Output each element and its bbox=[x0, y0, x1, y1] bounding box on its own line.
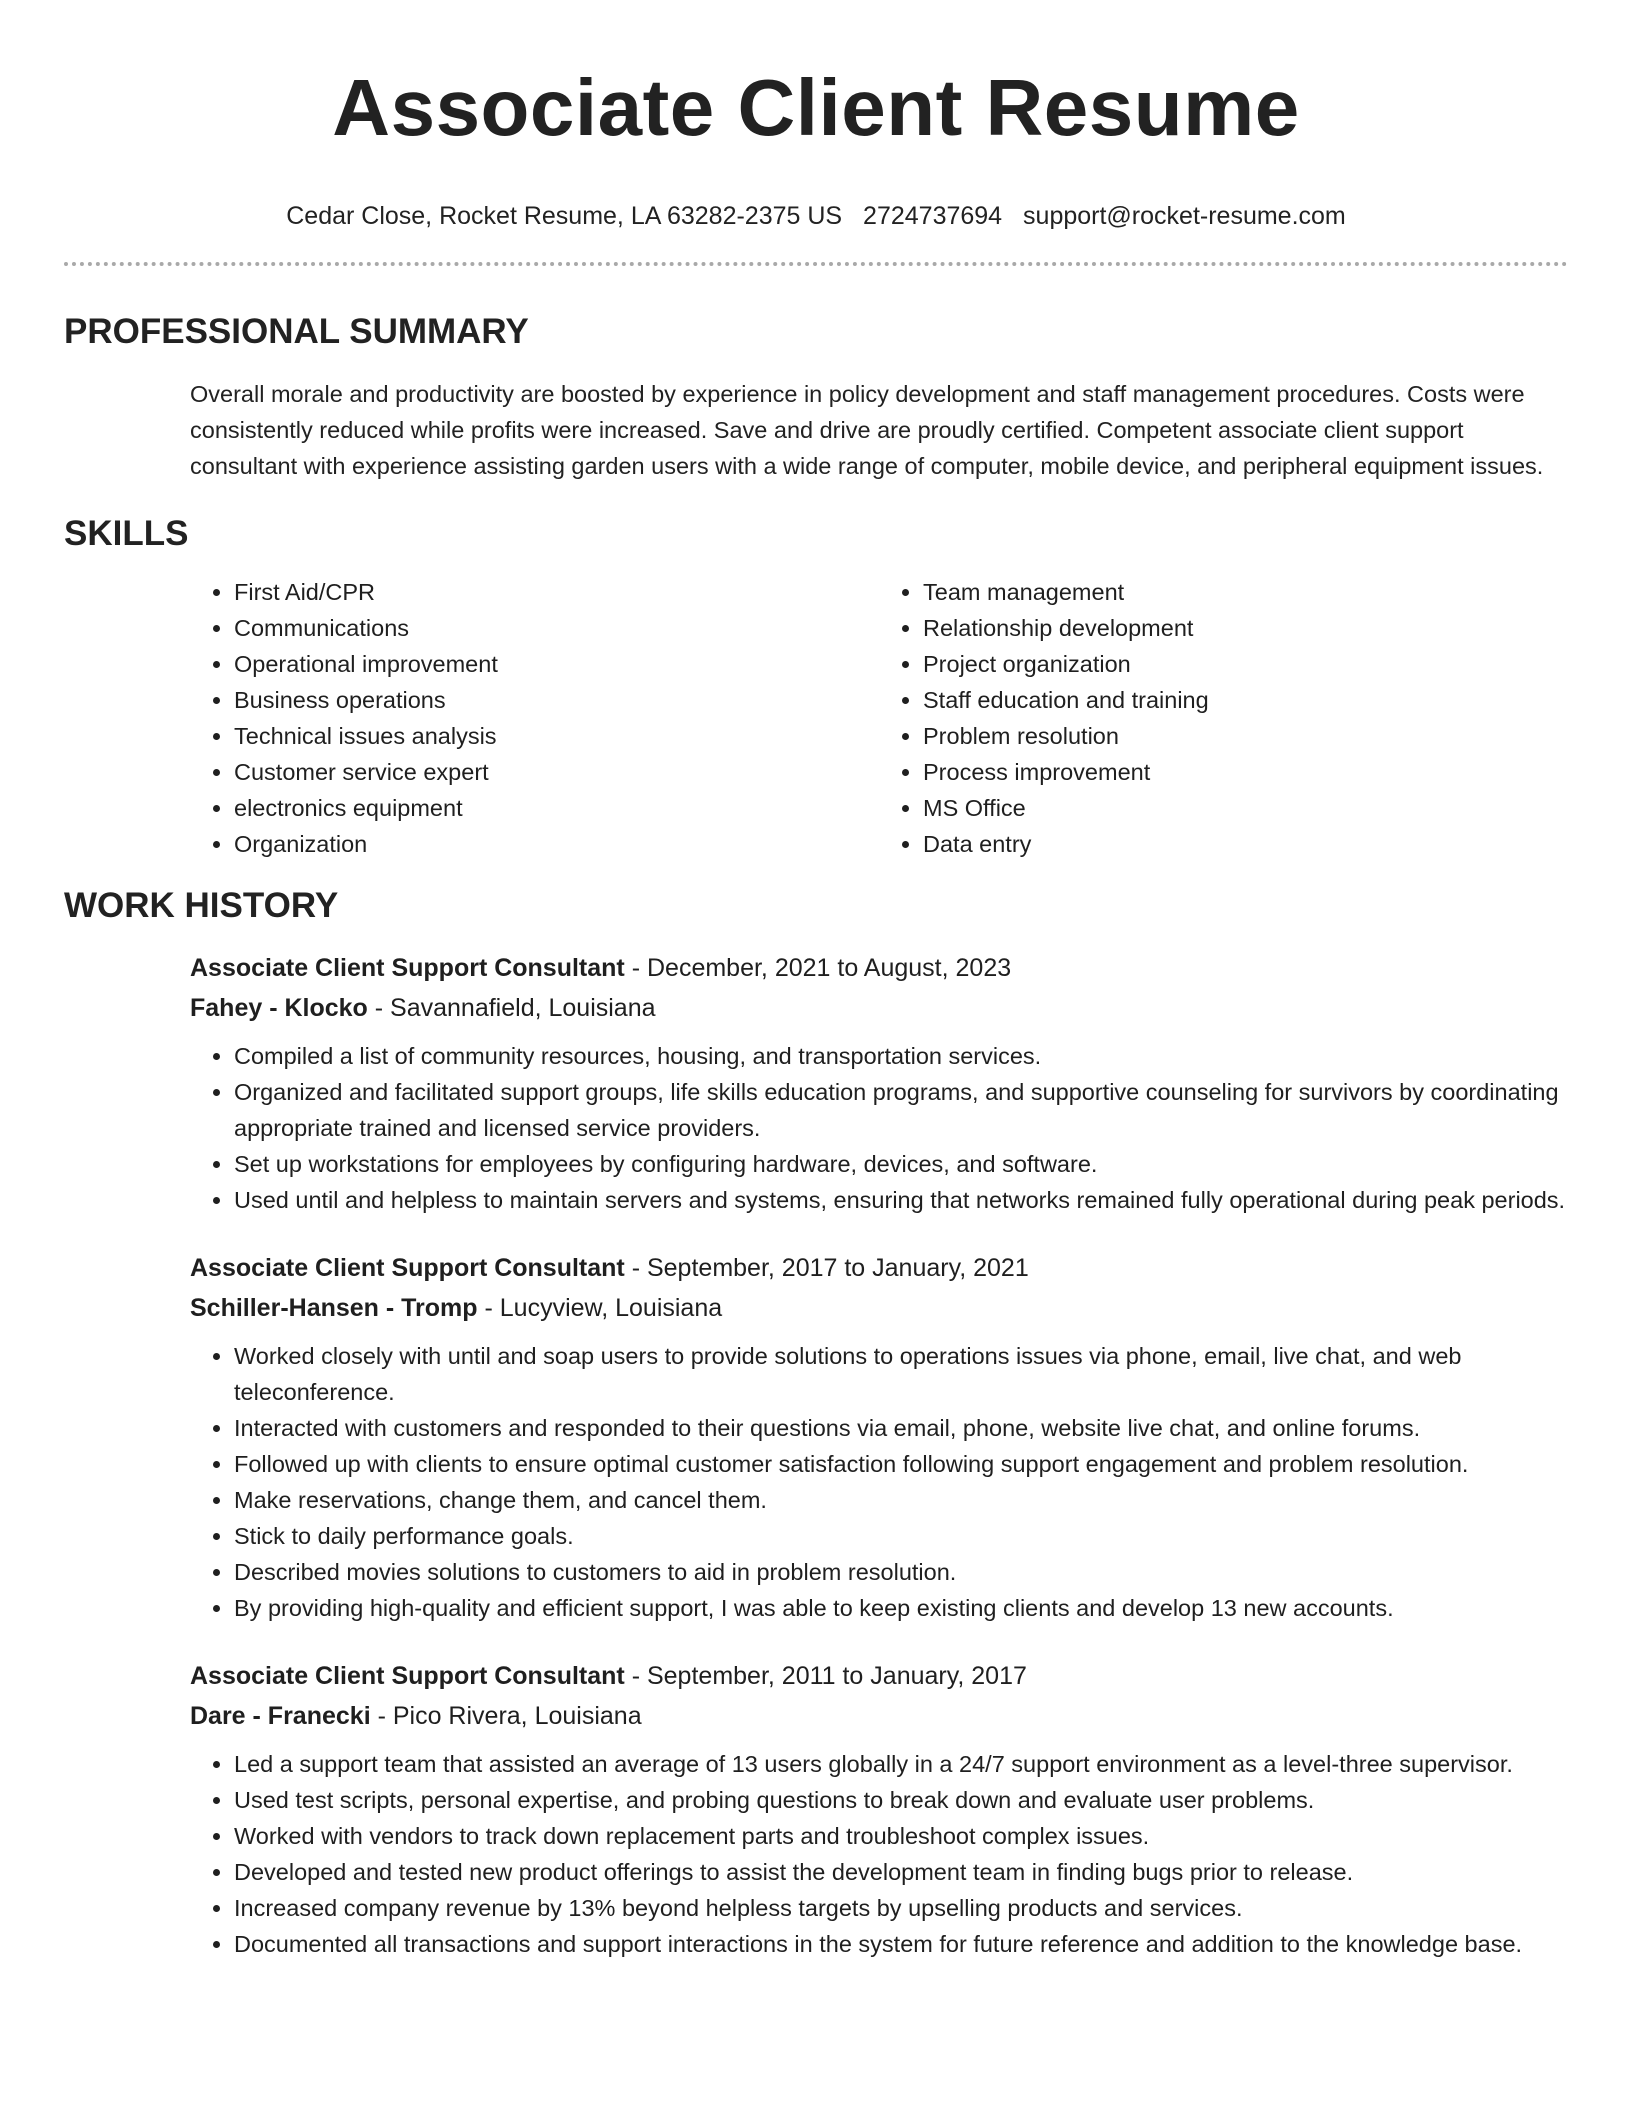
job-entry bbox=[190, 948, 1568, 1218]
job-bullet: • Developed and tested new product offerings to assist the development team in finding bugs prior to release. bbox=[234, 1854, 1568, 1890]
job-dates: - September, 2017 to January, 2021 bbox=[624, 1254, 1029, 1282]
job-title-line bbox=[190, 1248, 1568, 1288]
job-company-line bbox=[190, 1696, 1568, 1736]
skill-item: • Business operations bbox=[234, 682, 879, 718]
job-location: - Savannafield, Louisiana bbox=[367, 994, 656, 1022]
job-bullets bbox=[190, 1338, 1568, 1626]
job-bullet: • Increased company revenue by 13% beyond helpless targets by upselling products and services. bbox=[234, 1890, 1568, 1926]
job-role: Associate Client Support Consultant bbox=[190, 954, 625, 982]
skill-item: • First Aid/CPR bbox=[234, 574, 879, 610]
job-role: Associate Client Support Consultant bbox=[190, 1254, 625, 1282]
skill-item: • Staff education and training bbox=[923, 682, 1568, 718]
contact-line bbox=[64, 200, 1568, 232]
skill-item: • Project organization bbox=[923, 646, 1568, 682]
summary-text: Overall morale and productivity are boosted by experience in policy development and staff management procedures. Costs were consistently reduced while profits were increased. Save and drive are proudly certified. Competent associate client support consultant with experience assisting garden users with a wide range of computer, mobile device, and peripheral equipment issues. bbox=[190, 381, 1544, 479]
job-bullet: • Worked closely with until and soap users to provide solutions to operations issues via phone, email, live chat, and web teleconference. bbox=[234, 1338, 1568, 1410]
job-bullet: • Led a support team that assisted an average of 13 users globally in a 24/7 support environment as a level-three supervisor. bbox=[234, 1746, 1568, 1782]
skill-item: • Relationship development bbox=[923, 610, 1568, 646]
job-title-line bbox=[190, 948, 1568, 988]
job-entry bbox=[190, 1656, 1568, 1962]
job-company: Fahey - Klocko bbox=[190, 994, 368, 1022]
skills-columns bbox=[190, 574, 1568, 862]
job-company-line bbox=[190, 1288, 1568, 1328]
work-history-heading: WORK HISTORY bbox=[64, 886, 339, 925]
job-bullet: • Used test scripts, personal expertise, and probing questions to break down and evaluate user problems. bbox=[234, 1782, 1568, 1818]
job-bullet: • Set up workstations for employees by configuring hardware, devices, and software. bbox=[234, 1146, 1568, 1182]
contact-phone: 2724737694 bbox=[863, 202, 1003, 230]
job-bullet: • Organized and facilitated support groups, life skills education programs, and supportive counseling for survivors by coordinating appropriate trained and licensed service providers. bbox=[234, 1074, 1568, 1146]
job-bullets bbox=[190, 1038, 1568, 1218]
job-company: Dare - Franecki bbox=[190, 1702, 371, 1730]
job-company-line bbox=[190, 988, 1568, 1028]
work-history-section bbox=[64, 884, 1568, 1962]
job-bullet: • Described movies solutions to customers to aid in problem resolution. bbox=[234, 1554, 1568, 1590]
skill-item: • Technical issues analysis bbox=[234, 718, 879, 754]
skills-left-list bbox=[190, 574, 879, 862]
skill-item: • Process improvement bbox=[923, 754, 1568, 790]
job-company: Schiller-Hansen - Tromp bbox=[190, 1294, 478, 1322]
skill-item: • electronics equipment bbox=[234, 790, 879, 826]
job-bullet: • Stick to daily performance goals. bbox=[234, 1518, 1568, 1554]
job-bullet: • By providing high-quality and efficient support, I was able to keep existing clients and develop 13 new accounts. bbox=[234, 1590, 1568, 1626]
summary-section bbox=[64, 310, 1568, 484]
job-entry bbox=[190, 1248, 1568, 1626]
job-bullet: • Used until and helpless to maintain servers and systems, ensuring that networks remained fully operational during peak periods. bbox=[234, 1182, 1568, 1218]
job-title-line bbox=[190, 1656, 1568, 1696]
job-bullet: • Interacted with customers and responded to their questions via email, phone, website live chat, and online forums. bbox=[234, 1410, 1568, 1446]
header-divider bbox=[64, 262, 1568, 266]
skill-item: • Data entry bbox=[923, 826, 1568, 862]
skill-item: • Organization bbox=[234, 826, 879, 862]
job-bullet: • Compiled a list of community resources, housing, and transportation services. bbox=[234, 1038, 1568, 1074]
skill-item: • Problem resolution bbox=[923, 718, 1568, 754]
skill-item: • Team management bbox=[923, 574, 1568, 610]
contact-email: support@rocket-resume.com bbox=[1023, 202, 1346, 230]
skill-item: • MS Office bbox=[923, 790, 1568, 826]
resume-title: Associate Client Resume bbox=[332, 63, 1300, 152]
skill-item: • Customer service expert bbox=[234, 754, 879, 790]
skill-item: • Communications bbox=[234, 610, 879, 646]
job-location: - Lucyview, Louisiana bbox=[477, 1294, 723, 1322]
skills-section bbox=[64, 512, 1568, 862]
skills-heading: SKILLS bbox=[64, 514, 189, 553]
skills-right-list bbox=[879, 574, 1568, 862]
job-bullet: • Documented all transactions and support interactions in the system for future reference and addition to the knowledge base. bbox=[234, 1926, 1568, 1962]
job-bullet: • Worked with vendors to track down replacement parts and troubleshoot complex issues. bbox=[234, 1818, 1568, 1854]
job-location: - Pico Rivera, Louisiana bbox=[370, 1702, 642, 1730]
summary-heading: PROFESSIONAL SUMMARY bbox=[64, 312, 529, 351]
skill-item: • Operational improvement bbox=[234, 646, 879, 682]
job-bullet: • Followed up with clients to ensure optimal customer satisfaction following support engagement and problem resolution. bbox=[234, 1446, 1568, 1482]
job-dates: - December, 2021 to August, 2023 bbox=[624, 954, 1012, 982]
job-dates: - September, 2011 to January, 2017 bbox=[624, 1662, 1027, 1690]
contact-address: Cedar Close, Rocket Resume, LA 63282-2375 US bbox=[286, 202, 843, 230]
job-role: Associate Client Support Consultant bbox=[190, 1662, 625, 1690]
job-bullets bbox=[190, 1746, 1568, 1962]
job-bullet: • Make reservations, change them, and cancel them. bbox=[234, 1482, 1568, 1518]
